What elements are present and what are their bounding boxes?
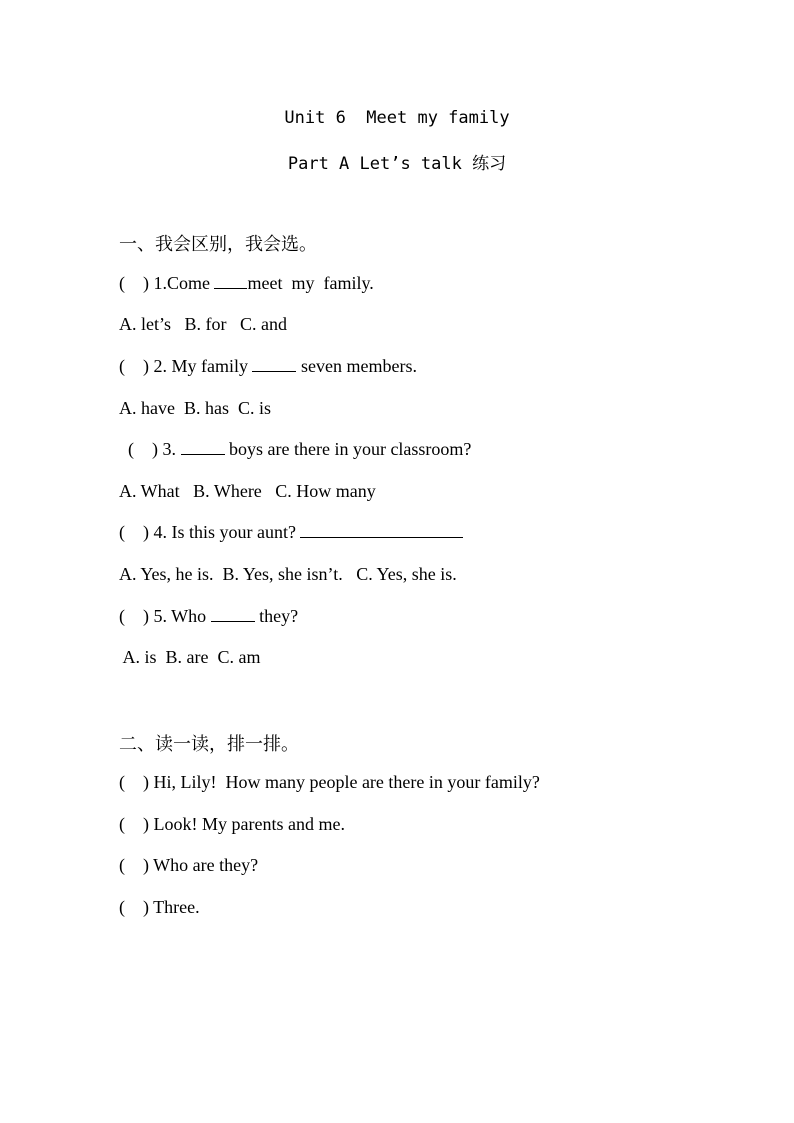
question-1-options: A. let’s B. for C. and [119,314,287,334]
question-5-options: A. is B. are C. am [119,647,261,667]
question-2 [119,356,417,377]
question-4 [119,522,463,543]
answer-blank [214,273,247,289]
question-5 [119,606,298,627]
question-2-text-end: seven members. [296,356,417,376]
question-3-options: A. What B. Where C. How many [119,481,376,501]
answer-blank [252,356,296,372]
section-1-heading: 一、我会区别，我会选。 [119,234,317,255]
answer-blank [181,439,225,455]
question-4-text: ( ) 4. Is this your aunt? [119,522,301,542]
question-1 [119,273,374,294]
unit-title: Unit 6 Meet my family [284,108,510,128]
lesson-subtitle: Part A Let’s talk 练习 [287,154,507,174]
question-2-options: A. have B. has C. is [119,398,271,418]
question-3 [119,439,471,460]
dialogue-line: ( ) Who are they? [119,855,259,875]
question-1-text: ( ) 1.Come [119,273,215,293]
question-2-text: ( ) 2. My family [119,356,253,376]
section-2-heading: 二、读一读，排一排。 [119,734,299,755]
dialogue-line: ( ) Look! My parents and me. [119,814,345,834]
question-5-text-end: they? [254,606,299,626]
answer-blank [211,606,255,622]
dialogue-line: ( ) Hi, Lily! How many people are there in your family? [119,772,540,792]
answer-blank [300,522,463,538]
question-3-text: ( ) 3. [119,439,181,459]
question-5-text: ( ) 5. Who [119,606,211,626]
question-3-text-end: boys are there in your classroom? [224,439,472,459]
dialogue-line: ( ) Three. [119,897,200,917]
question-1-text-end: meet my family. [247,273,374,293]
question-4-options: A. Yes, he is. B. Yes, she isn’t. C. Yes, she is. [119,564,457,584]
